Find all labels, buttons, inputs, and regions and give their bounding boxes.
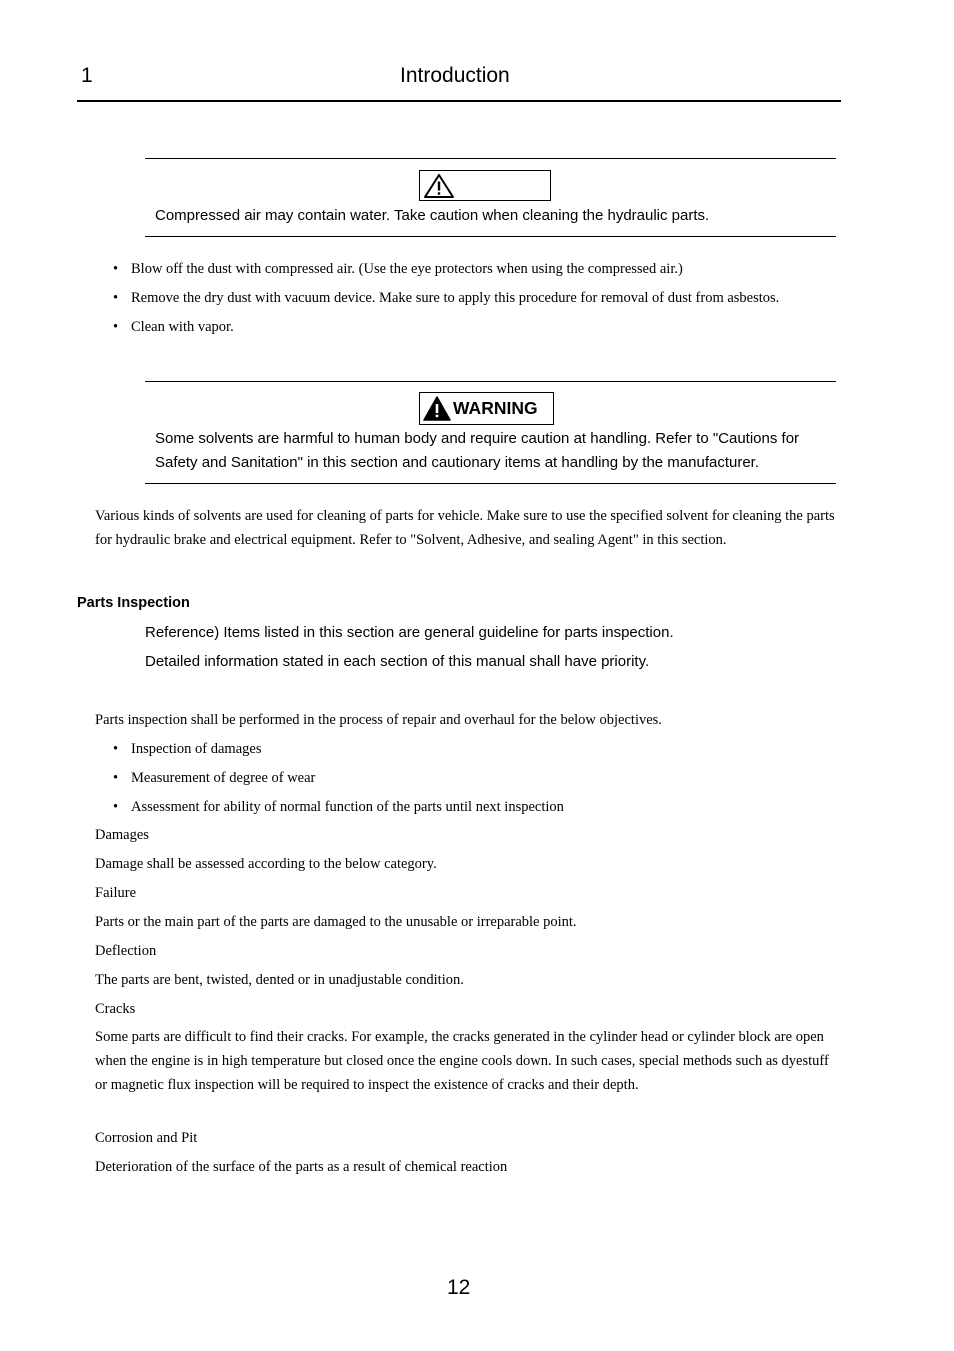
caution-badge [419,170,551,201]
warning-message: Some solvents are harmful to human body and require caution at handling. Refer to "Cautions for Safety and Sanitation" in this section and cautionary items at handling by the manufacturer. [155,430,800,471]
cracks-text: Some parts are difficult to find their cracks. For example, the cracks generated in the cylinder head or cylinder block are open when the engine is in high temperature but closed once the engine cools down. In such cases, special methods such as dyestuff or magnetic flux inspection will be required to inspect the existence of cracks and their depth. [95,1029,829,1093]
section-heading: Parts Inspection [77,595,190,611]
cleaning-methods-list [113,257,813,339]
page-number: 12 [447,1276,471,1299]
caution-message: Compressed air may contain water. Take caution when cleaning the hydraulic parts. [155,207,710,224]
list-item: • Assessment for ability of normal function of the parts until next inspection [113,795,813,819]
deflection-text: The parts are bent, twisted, dented or in unadjustable condition. [95,972,464,988]
failure-title: Failure [95,885,137,901]
chapter-title: Introduction [400,64,510,87]
caution-box [145,158,836,237]
warning-badge [419,392,554,425]
page-header [77,62,841,102]
list-item: • Blow off the dust with compressed air. (Use the eye protectors when using the compressed air.) [113,257,813,281]
list-item: • Remove the dry dust with vacuum device. Make sure to apply this procedure for removal of dust from asbestos. [113,286,813,310]
list-item: • Inspection of damages [113,737,813,761]
corrosion-title: Corrosion and Pit [95,1130,198,1146]
caution-triangle-icon [423,173,455,199]
chapter-number: 1 [81,64,93,87]
list-item: • Clean with vapor. [113,315,813,339]
inspection-intro: Parts inspection shall be performed in the process of repair and overhaul for the below objectives. [95,712,662,728]
deflection-title: Deflection [95,943,157,959]
inspection-objectives-list [113,737,813,819]
corrosion-text: Deterioration of the surface of the parts as a result of chemical reaction [95,1159,508,1175]
warning-label: WARNING [453,398,538,418]
cracks-title: Cracks [95,1001,136,1017]
reference-note: Reference) Items listed in this section are general guideline for parts inspection. [145,624,674,641]
solvent-paragraph: Various kinds of solvents are used for cleaning of parts for vehicle. Make sure to use the specified solvent for cleaning the parts for hydraulic brake and electrical equipment. Refer to "Solvent, Adhesive, and sealing Agent" in this section. [95,508,835,548]
damages-title: Damages [95,827,149,843]
damages-text: Damage shall be assessed according to the below category. [95,856,437,872]
failure-text: Parts or the main part of the parts are damaged to the unusable or irreparable point. [95,914,577,930]
reference-note: Detailed information stated in each section of this manual shall have priority. [145,653,650,670]
warning-triangle-icon [423,396,451,421]
warning-box [145,381,836,484]
list-item: • Measurement of degree of wear [113,766,813,790]
